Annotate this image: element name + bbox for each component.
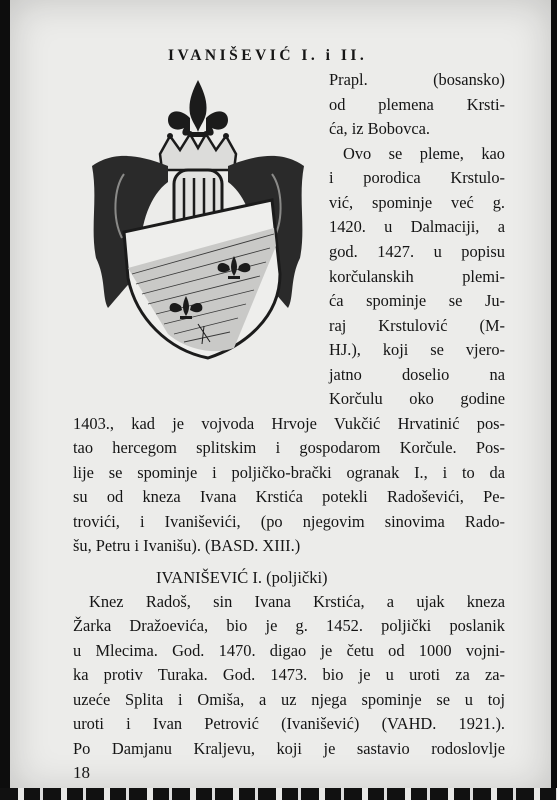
main-heading: IVANIŠEVIĆ I. i II. — [168, 47, 368, 64]
text-line: u Mlecima. God. 1470. digao je četu od 1000 vojni- — [73, 641, 505, 660]
text-line: trovići, i Ivaniševići, (po njegovim sinovima Rado- — [73, 512, 505, 531]
text-line: vić, spominje već g. — [329, 193, 505, 212]
text-line: raj Krstulović (M- — [329, 316, 505, 335]
text-line: uzeće Splita i Omiša, a uz njega spominje se u toj — [73, 690, 505, 709]
text-line: uroti i Ivan Petrović (Ivanišević) (VAHD. 1921.). — [73, 714, 505, 733]
text-line: Prapl. (bosansko) — [329, 70, 505, 89]
text-line: 1420. u Dalmaciji, a — [329, 217, 505, 236]
text-line: jatno doselio na — [329, 365, 505, 384]
text-line: su od kneza Ivana Krstića potekli Radoševići, Pe- — [73, 487, 505, 506]
text-line: Ovo se pleme, kao — [343, 144, 505, 163]
text-line: Po Damjanu Kraljevu, koji je sastavio rodoslovlje — [73, 739, 505, 758]
text-line: od plemena Krsti- — [329, 95, 505, 114]
text-line: korčulanskih plemi- — [329, 267, 505, 286]
text-line: i porodica Krstulo- — [329, 168, 505, 187]
coat-of-arms-icon — [84, 78, 312, 362]
text-line: tao hercegom splitskim i gospodarom Korčule. Pos- — [73, 438, 505, 457]
page-edge-strip — [0, 788, 557, 800]
text-line: Žarka Dražoevića, bio je g. 1452. poljički poslanik — [73, 616, 505, 635]
text-line: HJ.), koji se vjero- — [329, 340, 505, 359]
text-line: 1403., kad je vojvoda Hrvoje Vukčić Hrvatinić pos- — [73, 414, 505, 433]
text-line: ća, iz Bobovca. — [329, 119, 431, 138]
page-number: 18 — [73, 763, 90, 782]
text-line: ka protiv Turaka. God. 1473. bio je u uroti za za- — [73, 665, 505, 684]
text-line: Knez Radoš, sin Ivana Krstića, a ujak kneza — [89, 592, 505, 611]
text-line: šu, Petru i Ivanišu). (BASD. XIII.) — [73, 536, 301, 555]
text-line: lije se spominje i poljičko-brački ogranak I., i to da — [73, 463, 505, 482]
section-heading: IVANIŠEVIĆ I. (poljički) — [156, 568, 328, 587]
text-line: god. 1427. u popisu — [329, 242, 505, 261]
text-line: Korčulu oko godine — [329, 389, 505, 408]
text-line: ća spominje se Ju- — [329, 291, 505, 310]
